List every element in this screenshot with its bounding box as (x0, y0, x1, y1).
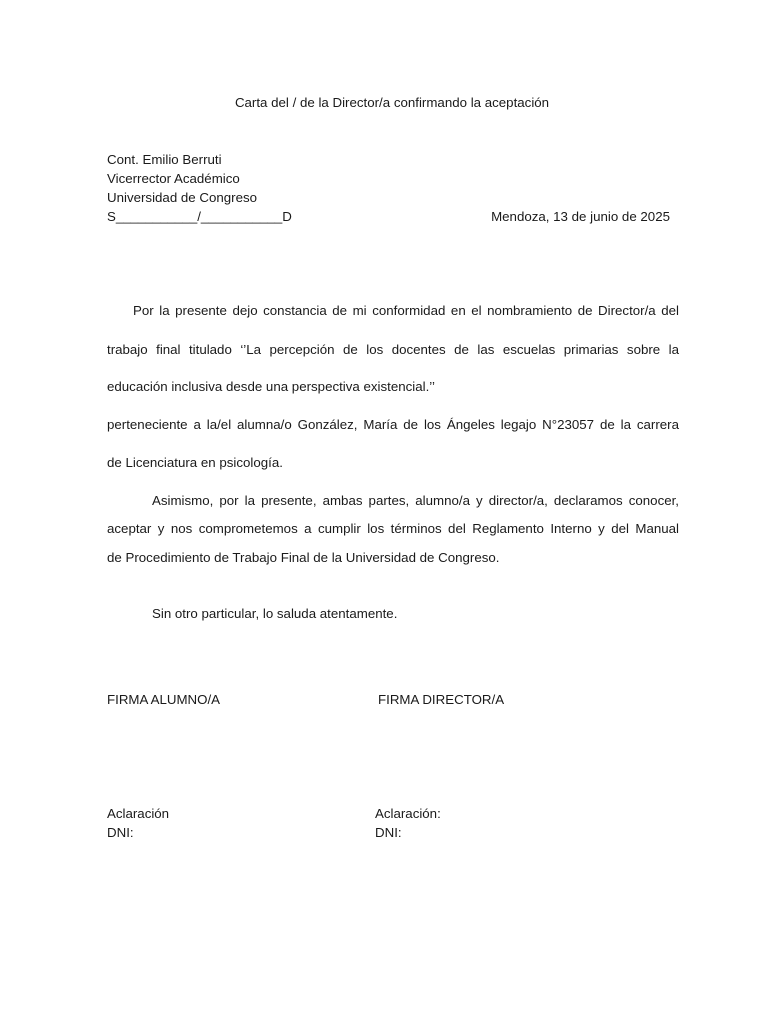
paragraph-1-line-2: trabajo final titulado ‘’La percepción de los docentes de las escuelas primarias sobre la (107, 342, 679, 357)
recipient-role: Vicerrector Académico (107, 171, 240, 186)
closing-line: Sin otro particular, lo saluda atentamente. (152, 606, 398, 621)
document-title: Carta del / de la Director/a confirmando la aceptación (234, 95, 550, 110)
paragraph-1-line-1: Por la presente dejo constancia de mi conformidad en el nombramiento de Director/a del (133, 303, 679, 318)
paragraph-2-line-1: Asimismo, por la presente, ambas partes, alumno/a y director/a, declaramos conocer, (152, 493, 679, 508)
recipient-institution: Universidad de Congreso (107, 190, 258, 205)
paragraph-1-line-4: perteneciente a la/el alumna/o González, María de los Ángeles legajo N°23057 de la carrera (107, 417, 679, 432)
recipient-salutation: S___________/___________D (107, 209, 292, 224)
student-dni-label: DNI: (107, 825, 134, 840)
recipient-name: Cont. Emilio Berruti (107, 152, 222, 167)
student-signature-label: FIRMA ALUMNO/A (107, 692, 221, 707)
director-clarification-label: Aclaración: (375, 806, 441, 821)
director-dni-label: DNI: (375, 825, 402, 840)
paragraph-2-line-3: de Procedimiento de Trabajo Final de la Universidad de Congreso. (107, 550, 500, 565)
letter-date: Mendoza, 13 de junio de 2025 (491, 209, 670, 224)
paragraph-2-line-2: aceptar y nos comprometemos a cumplir los términos del Reglamento Interno y del Manual (107, 521, 679, 536)
paragraph-1-line-3: educación inclusiva desde una perspectiva existencial.’’ (107, 379, 435, 394)
paragraph-1-line-5: de Licenciatura en psicología. (107, 455, 283, 470)
student-clarification-label: Aclaración (107, 806, 170, 821)
director-signature-label: FIRMA DIRECTOR/A (378, 692, 505, 707)
